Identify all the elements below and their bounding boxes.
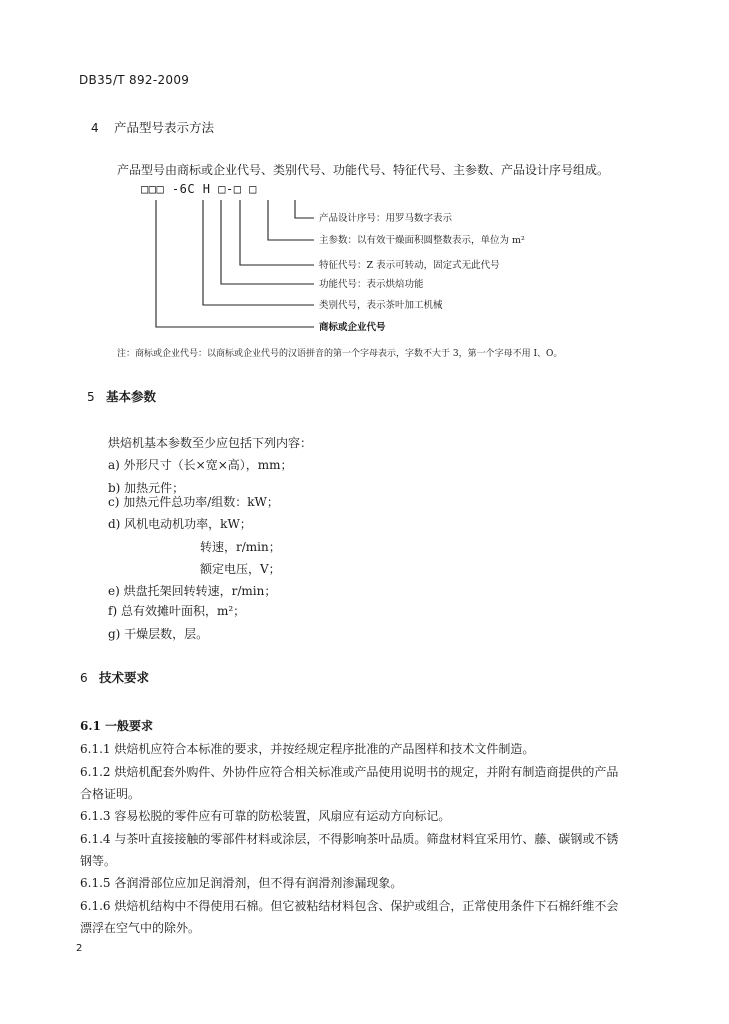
leader-line-trademark-code	[156, 200, 314, 327]
legend-category-code: 类别代号，表示茶叶加工机械	[319, 300, 443, 311]
clause-6-1-3: 6.1.3 容易松脱的零件应有可靠的防松装置，风扇应有运动方向标记。	[80, 809, 451, 823]
clause-6-1-2-cont: 合格证明。	[80, 787, 141, 801]
section-6-title: 技术要求	[99, 670, 150, 685]
param-item-f: f) 总有效摊叶面积，m²；	[108, 604, 246, 618]
clause-6-1-1: 6.1.1 烘焙机应符合本标准的要求，并按经规定程序批准的产品图样和技术文件制造。	[80, 742, 535, 756]
legend-trademark-code: 商标或企业代号	[319, 322, 386, 333]
section-4-title: 产品型号表示方法	[114, 120, 215, 135]
clause-6-1-4: 6.1.4 与茶叶直接接触的零部件材料或涂层，不得影响茶叶品质。筛盘材料宜采用竹、藤、碳钢或不锈	[80, 832, 619, 846]
clause-6-1-2: 6.1.2 烘焙机配套外购件、外协件应符合相关标准或产品使用说明书的规定，并附有制造商提供的产品	[80, 765, 619, 779]
section-4-intro: 产品型号由商标或企业代号、类别代号、功能代号、特征代号、主参数、产品设计序号组成。	[117, 163, 610, 177]
section-5-intro: 烘焙机基本参数至少应包括下列内容：	[108, 436, 313, 450]
param-item-d-speed: 转速，r/min；	[200, 540, 281, 554]
subsection-6-1-title: 6.1 一般要求	[80, 719, 154, 733]
legend-feature-code: 特征代号：Z 表示可转动，固定式无此代号	[319, 260, 500, 271]
page-number: 2	[76, 943, 83, 954]
leader-line-main-parameter	[268, 200, 314, 240]
clause-6-1-6: 6.1.6 烘焙机结构中不得使用石棉。但它被粘结材料包含、保护或组合，正常使用条件下石棉纤维不会	[80, 899, 619, 913]
param-item-d: d) 风机电动机功率，kW；	[108, 517, 252, 531]
section-6-number: 6	[80, 671, 88, 685]
legend-function-code: 功能代号：表示烘焙功能	[319, 279, 424, 290]
section-4-note: 注：商标或企业代号：以商标或企业代号的汉语拼音的第一个字母表示，字数不大于 3，第一个字母不用 I、O。	[117, 349, 563, 359]
clause-6-1-5: 6.1.5 各润滑部位应加足润滑剂，但不得有润滑剂渗漏现象。	[80, 876, 403, 890]
section-5-number: 5	[87, 390, 95, 404]
document-id: DB35/T 892-2009	[79, 73, 190, 87]
param-item-d-voltage: 额定电压，V；	[200, 562, 281, 576]
param-item-b: b) 加热元件；	[108, 481, 185, 495]
leader-line-design-serial	[295, 200, 314, 218]
param-item-c: c) 加热元件总功率/组数：kW；	[108, 495, 279, 509]
leader-line-feature-code	[240, 200, 314, 265]
clause-6-1-6-cont: 漂浮在空气中的除外。	[80, 921, 201, 935]
clause-6-1-4-cont: 钢等。	[80, 854, 117, 868]
param-item-a: a) 外形尺寸（长×宽×高），mm；	[108, 458, 293, 472]
leader-line-category-code	[203, 200, 314, 305]
legend-design-serial: 产品设计序号：用罗马数字表示	[319, 213, 453, 224]
legend-main-parameter: 主参数：以有效干燥面积圆整数表示，单位为 m²	[319, 235, 525, 246]
section-4-number: 4	[91, 121, 99, 135]
section-5-title: 基本参数	[106, 389, 157, 404]
param-item-g: g) 干燥层数，层。	[108, 627, 209, 641]
param-item-e: e) 烘盘托架回转转速，r/min；	[108, 584, 277, 598]
model-code-pattern: □□□ -6C H □-□ □	[141, 182, 257, 196]
